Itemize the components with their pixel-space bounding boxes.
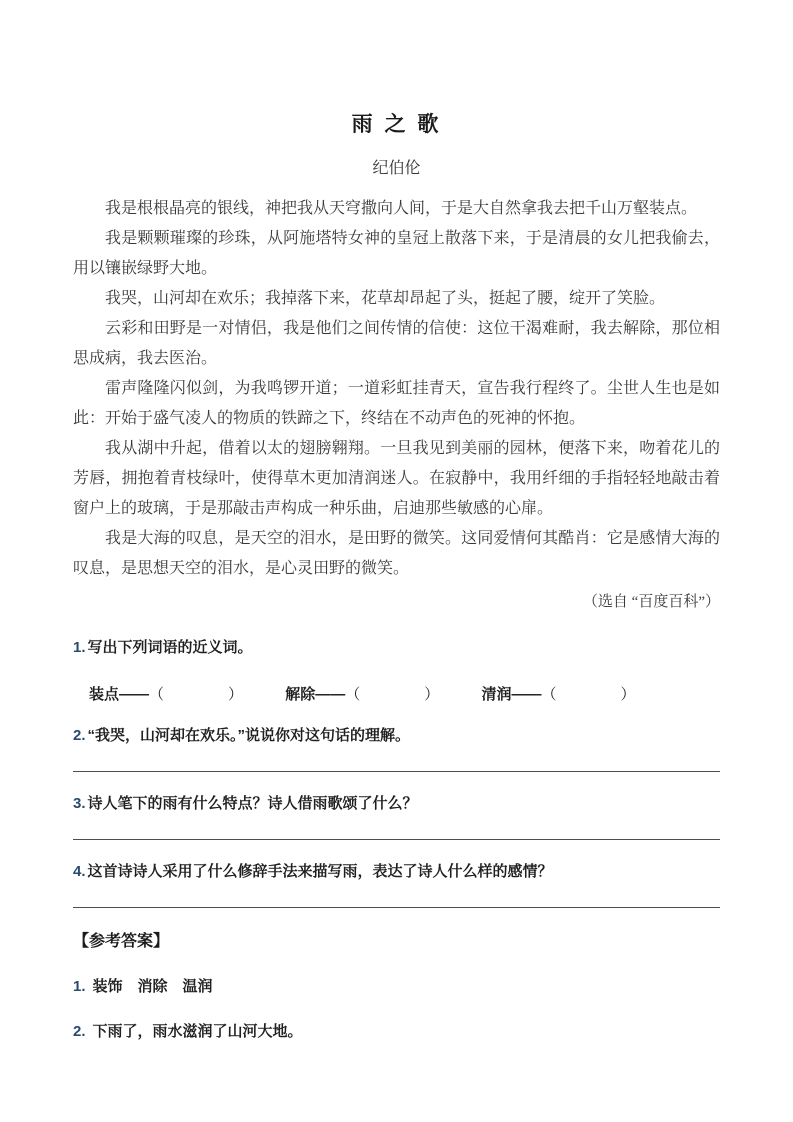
- poem-paragraph: 我从湖中升起，借着以太的翅膀翱翔。一旦我见到美丽的园林，便落下来，吻着花儿的芳唇，拥抱着青枝绿叶，使得草木更加清润迷人。在寂静中，我用纤细的手指轻轻地敲击着窗户上的玻璃，于是那敲击声构成一种乐曲，启迪那些敏感的心扉。: [73, 440, 720, 517]
- question-3-text: 诗人笔下的雨有什么特点？诗人借雨歌颂了什么？: [87, 795, 418, 812]
- poem-paragraph: 我是根根晶亮的银线，神把我从天穹撒向人间，于是大自然拿我去把千山万壑装点。: [105, 200, 698, 217]
- author-name: 纪伯伦: [372, 160, 421, 177]
- question-2: [73, 725, 720, 747]
- blank-open-paren: （: [149, 686, 165, 703]
- poem-body: [73, 194, 720, 584]
- blank-close-paren: ）: [228, 686, 244, 703]
- question-4-text: 这首诗诗人采用了什么修辞手法来描写雨，表达了诗人什么样的感情？: [87, 863, 553, 880]
- question-2-number: 2.: [73, 727, 86, 744]
- fill-blank-item-jiechu: [285, 683, 439, 704]
- question-1: [73, 637, 720, 659]
- question-1-text: 写出下列词语的近义词。: [87, 639, 253, 656]
- poem-paragraph: 我是大海的叹息，是天空的泪水，是田野的微笑。这同爱情何其酷肖：它是感情大海的叹息，是思想天空的泪水，是心灵田野的微笑。: [73, 530, 720, 577]
- answer-1-text: 装饰 消除 温润: [92, 978, 213, 995]
- blank-open-paren: （: [345, 686, 361, 703]
- answer-2-number: 2.: [73, 1023, 86, 1040]
- answer-1: [73, 975, 720, 996]
- question-3-number: 3.: [73, 795, 86, 812]
- blank-close-paren: ）: [424, 686, 440, 703]
- poem-paragraph: 雷声隆隆闪似剑，为我鸣锣开道；一道彩虹挂青天，宣告我行程终了。尘世人生也是如此：开始于盛气凌人的物质的铁蹄之下，终结在不动声色的死神的怀抱。: [73, 380, 720, 427]
- poem-paragraph: 云彩和田野是一对情侣，我是他们之间传情的信使：这位干渴难耐，我去解除，那位相思成病，我去医治。: [73, 320, 720, 367]
- source-citation: （选自 “百度百科”）: [582, 594, 720, 610]
- answer-1-number: 1.: [73, 978, 86, 995]
- fill-blank-item-zhuangdian: [89, 683, 243, 704]
- page-title: 雨 之 歌: [351, 113, 442, 136]
- answer-writing-line: [73, 907, 720, 908]
- poem-paragraph: 我哭，山河却在欢乐；我掉落下来，花草却昂起了头，挺起了腰，绽开了笑脸。: [105, 290, 666, 307]
- answer-writing-line: [73, 839, 720, 840]
- poem-paragraph: 我是颗颗璀璨的珍珠，从阿施塔特女神的皇冠上散落下来，于是清晨的女儿把我偷去，用以镶嵌绿野大地。: [73, 230, 720, 277]
- answer-2: [73, 1020, 720, 1041]
- reference-answers-header: 【参考答案】: [73, 933, 170, 950]
- fill-blank-word: 装点——: [89, 686, 150, 703]
- answer-2-text: 下雨了，雨水滋润了山河大地。: [92, 1023, 303, 1040]
- answer-writing-line: [73, 771, 720, 772]
- blank-open-paren: （: [541, 686, 557, 703]
- fill-blank-word: 清润——: [481, 686, 542, 703]
- fill-blank-item-qingrun: [481, 683, 635, 704]
- question-4-number: 4.: [73, 863, 86, 880]
- fill-blank-word: 解除——: [285, 686, 346, 703]
- question-3: [73, 793, 720, 815]
- question-1-number: 1.: [73, 639, 86, 656]
- blank-close-paren: ）: [620, 686, 636, 703]
- fill-blank-row: [73, 683, 720, 704]
- question-4: [73, 861, 720, 883]
- question-2-text: “我哭，山河却在欢乐。”说说你对这句话的理解。: [87, 727, 411, 744]
